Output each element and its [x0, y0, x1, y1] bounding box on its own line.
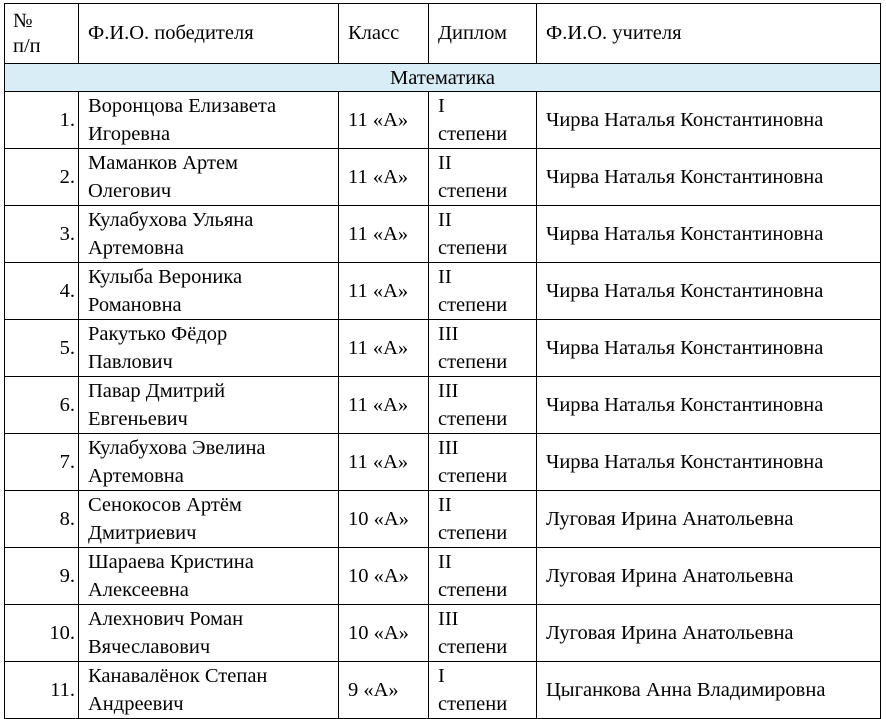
header-row	[5, 4, 881, 64]
diploma-word: степени	[438, 351, 508, 373]
winner-name-line1: Кулабухова Ульяна	[88, 209, 254, 231]
diploma-cell	[429, 92, 537, 149]
diploma-degree: II	[438, 494, 452, 516]
diploma-cell	[429, 548, 537, 605]
teacher-name: Чирва Наталья Константиновна	[537, 206, 881, 263]
row-number: 1.	[5, 92, 79, 149]
diploma-word: степени	[438, 408, 508, 430]
class-cell: 11 «А»	[339, 263, 429, 320]
diploma-cell	[429, 149, 537, 206]
winner-name	[79, 605, 339, 662]
row-number: 4.	[5, 263, 79, 320]
winner-name-line1: Кулыба Вероника	[88, 266, 243, 288]
header-class: Класс	[339, 4, 429, 64]
header-number-line2: п/п	[13, 34, 41, 57]
header-diploma: Диплом	[429, 4, 537, 64]
header-teacher: Ф.И.О. учителя	[537, 4, 881, 64]
row-number: 2.	[5, 149, 79, 206]
diploma-word: степени	[438, 180, 508, 202]
winner-name	[79, 320, 339, 377]
winner-name-line2: Олегович	[88, 180, 172, 202]
diploma-word: степени	[438, 693, 508, 715]
header-number-line1: №	[13, 9, 33, 32]
section-row	[5, 64, 881, 92]
teacher-name: Луговая Ирина Анатольевна	[537, 605, 881, 662]
row-number: 11.	[5, 662, 79, 719]
row-number: 5.	[5, 320, 79, 377]
diploma-degree: III	[438, 608, 459, 630]
winner-name-line1: Алехнович Роман	[88, 608, 244, 630]
class-cell: 11 «А»	[339, 149, 429, 206]
winner-name-line2: Дмитриевич	[88, 522, 197, 544]
teacher-name: Чирва Наталья Константиновна	[537, 377, 881, 434]
table-row	[5, 548, 881, 605]
class-cell: 10 «А»	[339, 491, 429, 548]
diploma-word: степени	[438, 237, 508, 259]
diploma-degree: III	[438, 380, 459, 402]
table-row	[5, 434, 881, 491]
table-row	[5, 263, 881, 320]
diploma-degree: II	[438, 209, 452, 231]
class-cell: 11 «А»	[339, 320, 429, 377]
diploma-cell	[429, 320, 537, 377]
class-cell: 11 «А»	[339, 92, 429, 149]
diploma-cell	[429, 434, 537, 491]
teacher-name: Чирва Наталья Константиновна	[537, 263, 881, 320]
teacher-name: Луговая Ирина Анатольевна	[537, 548, 881, 605]
winner-name-line1: Маманков Артем	[88, 152, 239, 174]
row-number: 7.	[5, 434, 79, 491]
teacher-name: Чирва Наталья Константиновна	[537, 320, 881, 377]
winner-name-line1: Воронцова Елизавета	[88, 95, 277, 117]
winner-name-line1: Сенокосов Артём	[88, 494, 242, 516]
teacher-name: Цыганкова Анна Владимировна	[537, 662, 881, 719]
row-number: 3.	[5, 206, 79, 263]
winner-name	[79, 491, 339, 548]
diploma-word: степени	[438, 465, 508, 487]
diploma-degree: II	[438, 551, 452, 573]
section-title: Математика	[5, 64, 881, 92]
winner-name	[79, 92, 339, 149]
table-row	[5, 206, 881, 263]
diploma-cell	[429, 605, 537, 662]
diploma-word: степени	[438, 579, 508, 601]
winner-name	[79, 548, 339, 605]
winner-name-line2: Романовна	[88, 294, 182, 316]
diploma-word: степени	[438, 294, 508, 316]
diploma-word: степени	[438, 123, 508, 145]
class-cell: 10 «А»	[339, 605, 429, 662]
winner-name-line2: Андреевич	[88, 693, 184, 715]
class-cell: 11 «А»	[339, 434, 429, 491]
header-number	[5, 4, 79, 64]
winner-name	[79, 263, 339, 320]
row-number: 6.	[5, 377, 79, 434]
row-number: 10.	[5, 605, 79, 662]
winner-name-line2: Вячеславович	[88, 636, 211, 658]
class-cell: 9 «А»	[339, 662, 429, 719]
winner-name	[79, 377, 339, 434]
diploma-degree: I	[438, 665, 445, 687]
winner-name-line2: Алексеевна	[88, 579, 189, 601]
teacher-name: Чирва Наталья Константиновна	[537, 149, 881, 206]
diploma-degree: II	[438, 152, 452, 174]
winner-name	[79, 206, 339, 263]
winner-name-line1: Ракутько Фёдор	[88, 323, 228, 345]
diploma-cell	[429, 263, 537, 320]
diploma-cell	[429, 206, 537, 263]
table-row	[5, 92, 881, 149]
row-number: 9.	[5, 548, 79, 605]
winner-name-line2: Артемовна	[88, 237, 184, 259]
table-row	[5, 377, 881, 434]
winner-name	[79, 434, 339, 491]
table-row	[5, 605, 881, 662]
winner-name-line1: Кулабухова Эвелина	[88, 437, 266, 459]
diploma-degree: III	[438, 437, 459, 459]
table-row	[5, 320, 881, 377]
winner-name-line2: Игоревна	[88, 123, 171, 145]
winner-name	[79, 662, 339, 719]
winners-table	[4, 3, 881, 719]
winner-name	[79, 149, 339, 206]
diploma-degree: II	[438, 266, 452, 288]
table-row	[5, 491, 881, 548]
diploma-degree: III	[438, 323, 459, 345]
diploma-cell	[429, 377, 537, 434]
class-cell: 11 «А»	[339, 377, 429, 434]
class-cell: 10 «А»	[339, 548, 429, 605]
teacher-name: Чирва Наталья Константиновна	[537, 434, 881, 491]
winner-name-line2: Артемовна	[88, 465, 184, 487]
winner-name-line2: Павлович	[88, 351, 173, 373]
diploma-cell	[429, 491, 537, 548]
teacher-name: Чирва Наталья Константиновна	[537, 92, 881, 149]
table-row	[5, 149, 881, 206]
winner-name-line1: Павар Дмитрий	[88, 380, 226, 402]
diploma-word: степени	[438, 636, 508, 658]
header-winner: Ф.И.О. победителя	[79, 4, 339, 64]
winner-name-line2: Евгеньевич	[88, 408, 188, 430]
diploma-word: степени	[438, 522, 508, 544]
table-row	[5, 662, 881, 719]
winner-name-line1: Канавалёнок Степан	[88, 665, 268, 687]
row-number: 8.	[5, 491, 79, 548]
diploma-degree: I	[438, 95, 445, 117]
diploma-cell	[429, 662, 537, 719]
teacher-name: Луговая Ирина Анатольевна	[537, 491, 881, 548]
winner-name-line1: Шараева Кристина	[88, 551, 254, 573]
class-cell: 11 «А»	[339, 206, 429, 263]
